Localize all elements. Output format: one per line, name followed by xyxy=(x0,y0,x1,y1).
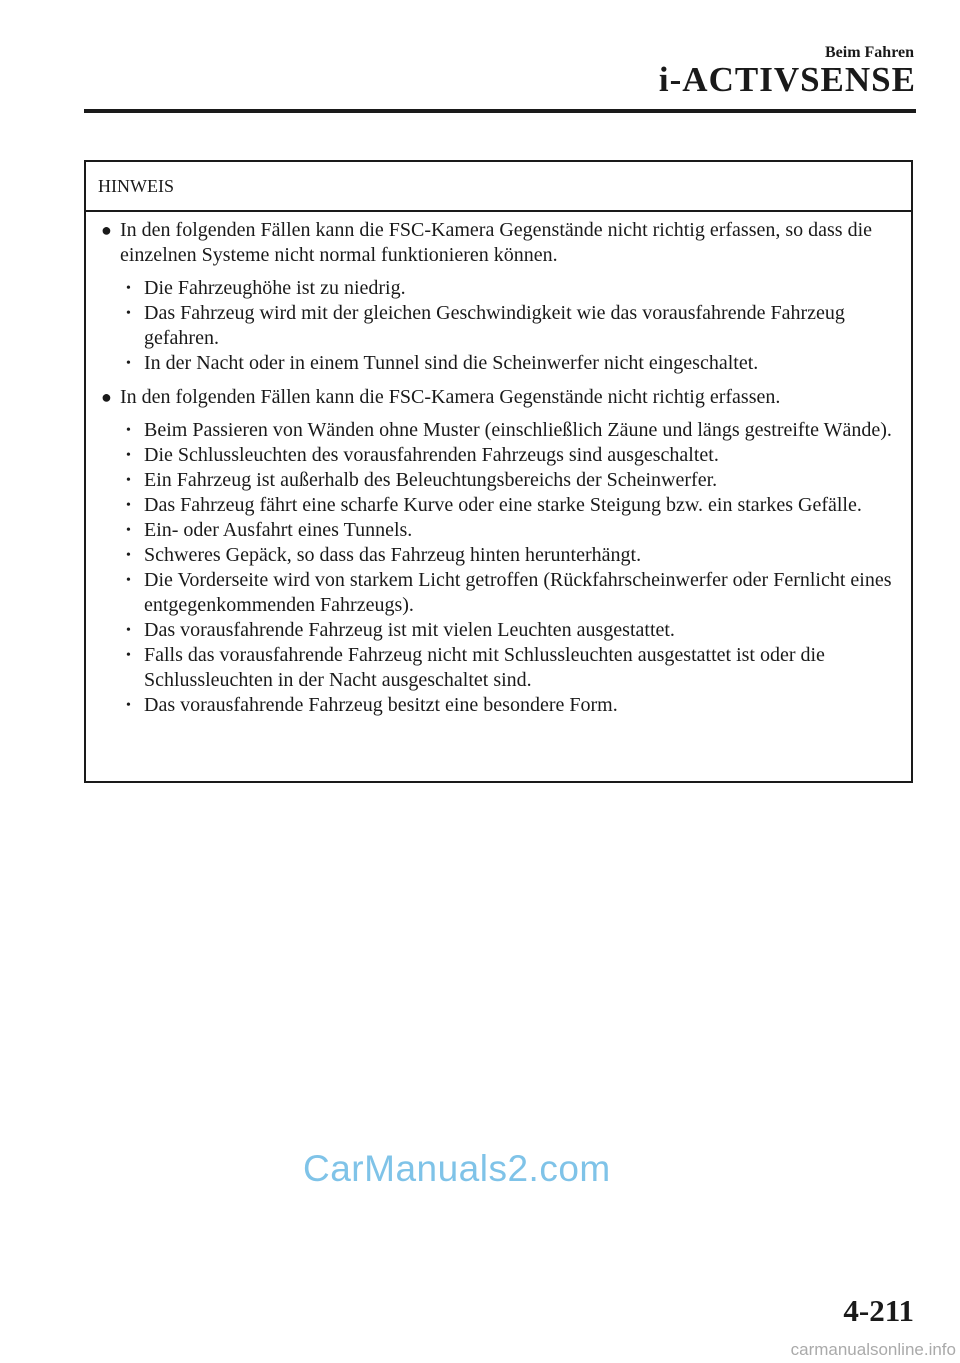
note-item xyxy=(98,218,897,268)
sub-bullet-icon: • xyxy=(126,698,131,713)
sub-item-text: In der Nacht oder in einem Tunnel sind die Scheinwerfer nicht eingeschaltet. xyxy=(144,352,759,374)
note-box xyxy=(84,160,913,783)
sub-list xyxy=(122,418,897,718)
page-number: 4-211 xyxy=(843,1293,914,1328)
bullet-icon: ● xyxy=(101,220,112,240)
bullet-icon: ● xyxy=(101,387,112,407)
sub-item xyxy=(122,276,897,301)
sub-bullet-icon: • xyxy=(126,306,131,321)
sub-bullet-icon: • xyxy=(126,281,131,296)
sub-bullet-icon: • xyxy=(126,498,131,513)
sub-bullet-icon: • xyxy=(126,473,131,488)
sub-list xyxy=(122,276,897,376)
sub-bullet-icon: • xyxy=(126,523,131,538)
watermark-logo: CarManuals2.com xyxy=(303,1148,611,1189)
sub-bullet-icon: • xyxy=(126,356,131,371)
note-item-text: In den folgenden Fällen kann die FSC-Kamera Gegenstände nicht richtig erfassen, so dass die einzelnen Systeme nicht normal funktionieren können. xyxy=(120,219,873,266)
sub-bullet-icon: • xyxy=(126,648,131,663)
sub-item-text: Ein- oder Ausfahrt eines Tunnels. xyxy=(144,519,413,541)
note-group xyxy=(98,218,897,376)
note-body xyxy=(86,212,911,718)
sub-item-text: Die Schlussleuchten des vorausfahrenden Fahrzeugs sind ausgeschaltet. xyxy=(144,444,719,466)
sub-item-text: Die Vorderseite wird von starkem Licht getroffen (Rückfahrscheinwerfer oder Fernlicht eines entgegenkommenden Fahrzeugs). xyxy=(144,569,892,616)
sub-item xyxy=(122,493,897,518)
sub-item xyxy=(122,518,897,543)
note-item xyxy=(98,385,897,410)
header-divider xyxy=(84,109,916,113)
footer-url: carmanualsonline.info xyxy=(790,1340,956,1359)
sub-item xyxy=(122,643,897,693)
note-heading: HINWEIS xyxy=(86,162,911,212)
section-label: Beim Fahren xyxy=(824,44,914,61)
sub-bullet-icon: • xyxy=(126,573,131,588)
sub-bullet-icon: • xyxy=(126,448,131,463)
sub-item-text: Ein Fahrzeug ist außerhalb des Beleuchtungsbereichs der Scheinwerfer. xyxy=(144,469,718,491)
sub-item-text: Das vorausfahrende Fahrzeug besitzt eine besondere Form. xyxy=(144,694,618,716)
sub-item xyxy=(122,351,897,376)
sub-item-text: Das Fahrzeug wird mit der gleichen Geschwindigkeit wie das vorausfahrende Fahrzeug gefahren. xyxy=(144,302,845,349)
sub-item-text: Das vorausfahrende Fahrzeug ist mit vielen Leuchten ausgestattet. xyxy=(144,619,675,641)
sub-item-text: Das Fahrzeug fährt eine scharfe Kurve oder eine starke Steigung bzw. ein starkes Gefälle. xyxy=(144,494,862,516)
sub-item-text: Schweres Gepäck, so dass das Fahrzeug hinten herunterhängt. xyxy=(144,544,642,566)
sub-item-text: Beim Passieren von Wänden ohne Muster (einschließlich Zäune und längs gestreifte Wände). xyxy=(144,419,892,441)
sub-item xyxy=(122,418,897,443)
sub-bullet-icon: • xyxy=(126,548,131,563)
sub-item xyxy=(122,443,897,468)
sub-item-text: Die Fahrzeughöhe ist zu niedrig. xyxy=(144,277,406,299)
sub-item xyxy=(122,568,897,618)
sub-bullet-icon: • xyxy=(126,423,131,438)
sub-item xyxy=(122,618,897,643)
sub-item xyxy=(122,301,897,351)
sub-item xyxy=(122,693,897,718)
sub-item xyxy=(122,543,897,568)
sub-bullet-icon: • xyxy=(126,623,131,638)
sub-item xyxy=(122,468,897,493)
note-item-text: In den folgenden Fällen kann die FSC-Kamera Gegenstände nicht richtig erfassen. xyxy=(120,386,781,408)
chapter-title: i-ACTIVSENSE xyxy=(658,60,916,99)
sub-item-text: Falls das vorausfahrende Fahrzeug nicht mit Schlussleuchten ausgestattet ist oder die Schlussleuchten in der Nacht ausgeschaltet sind. xyxy=(144,644,825,691)
note-group xyxy=(98,385,897,718)
